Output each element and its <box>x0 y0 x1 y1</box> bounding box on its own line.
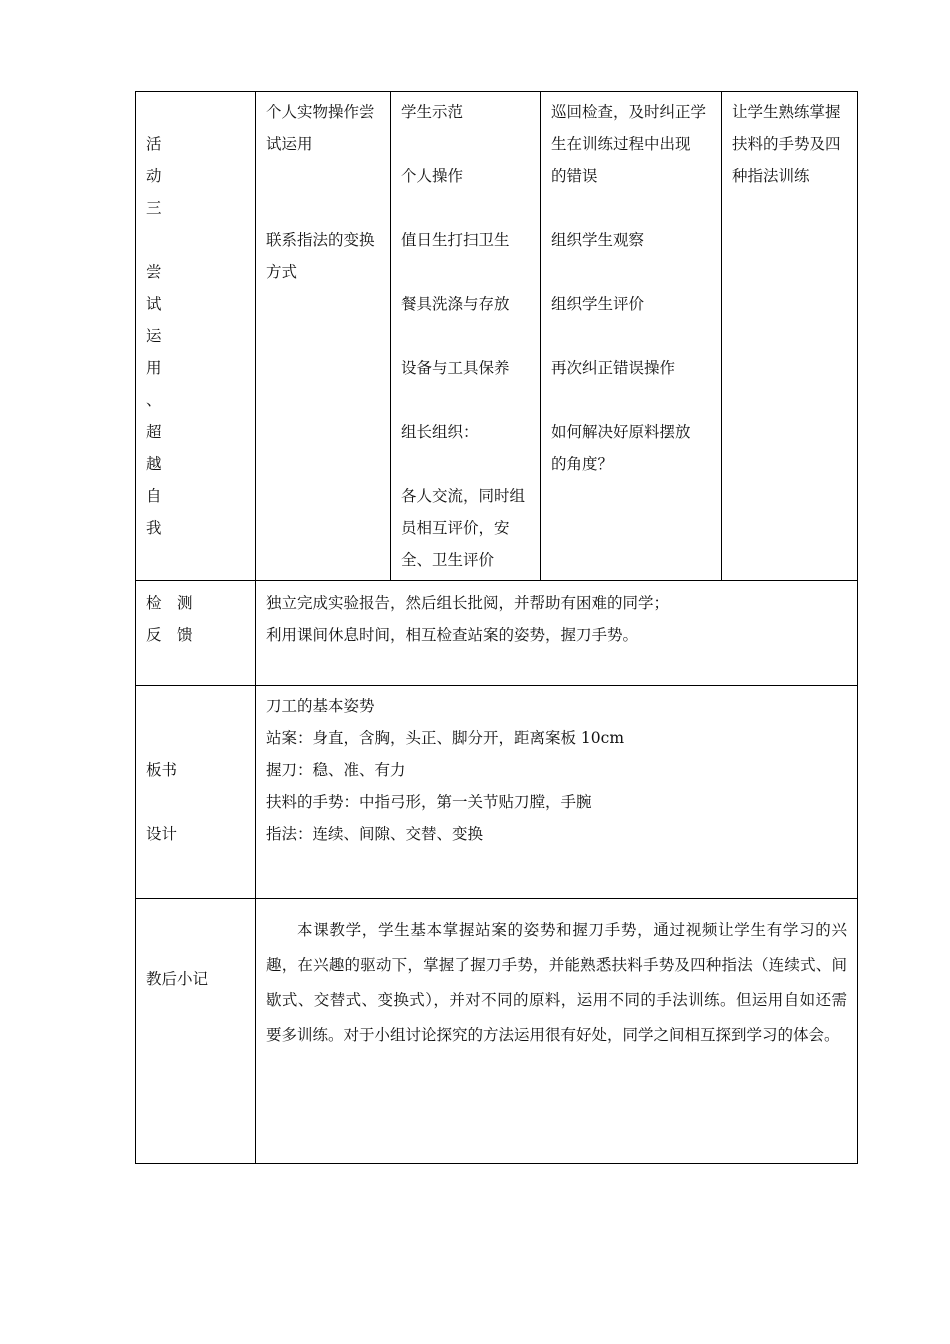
activity-label-char: 我 <box>146 519 162 537</box>
goal-line: 扶料的手势及四 <box>732 135 841 153</box>
goal-cell <box>722 92 858 581</box>
activity-content-line: 试运用 <box>266 135 313 153</box>
student-activity <box>391 92 540 580</box>
teacher-line: 的角度？ <box>551 455 614 473</box>
teaching-goal <box>722 92 857 196</box>
feedback-content <box>256 581 857 655</box>
teacher-line: 巡回检查，及时纠正学 <box>551 103 707 121</box>
feedback-label-line: 反 馈 <box>146 626 193 644</box>
student-line: 值日生打扫卫生 <box>401 231 510 249</box>
student-line: 个人操作 <box>401 167 464 185</box>
teacher-activity-cell <box>541 92 722 581</box>
activity-label-char: 动 <box>146 167 162 185</box>
activity-row <box>136 92 858 581</box>
teacher-line: 如何解决好原料摆放 <box>551 423 691 441</box>
student-line: 设备与工具保养 <box>401 359 510 377</box>
student-line: 各人交流，同时组 <box>401 487 526 505</box>
board-label <box>136 686 255 854</box>
activity-label-gap <box>146 224 247 256</box>
activity-content-cell <box>256 92 391 581</box>
post-lesson-notes-row <box>136 899 858 1164</box>
feedback-line: 独立完成实验报告，然后组长批阅，并帮助有困难的同学； <box>266 594 670 612</box>
goal-line: 种指法训练 <box>732 167 810 185</box>
teacher-line: 组织学生观察 <box>551 231 645 249</box>
student-line: 餐具洗涤与存放 <box>401 295 510 313</box>
teacher-line: 再次纠正错误操作 <box>551 359 676 377</box>
board-label-cell <box>136 686 256 899</box>
notes-label <box>136 899 255 999</box>
activity-label-char: 运 <box>146 327 162 345</box>
activity-label-char: 超 <box>146 423 162 441</box>
activity-label-char: 用 <box>146 359 162 377</box>
board-content-cell <box>256 686 858 899</box>
feedback-row <box>136 581 858 686</box>
student-activity-cell <box>391 92 541 581</box>
activity-label-char: 尝 <box>146 263 162 281</box>
activity-label-char: 自 <box>146 487 162 505</box>
teacher-line: 的错误 <box>551 167 598 185</box>
activity-label-char: 越 <box>146 455 162 473</box>
activity-label-char: 三 <box>146 199 162 217</box>
board-line: 指法：连续、间隙、交替、变换 <box>266 825 484 843</box>
activity-content-line: 个人实物操作尝 <box>266 103 375 121</box>
board-line: 扶料的手势：中指弓形，第一关节贴刀膛，手腕 <box>266 793 592 811</box>
notes-content-cell <box>256 899 858 1164</box>
board-line: 刀工的基本姿势 <box>266 697 375 715</box>
teacher-activity <box>541 92 721 484</box>
activity-content-line: 联系指法的变换 <box>266 231 375 249</box>
student-line: 全、卫生评价 <box>401 551 495 569</box>
board-line: 站案：身直，含胸，头正、脚分开，距离案板 10cm <box>266 729 625 747</box>
board-design-row <box>136 686 858 899</box>
board-content <box>256 686 857 854</box>
feedback-content-cell <box>256 581 858 686</box>
goal-line: 让学生熟练掌握 <box>732 103 841 121</box>
activity-label-char: 活 <box>146 135 162 153</box>
feedback-label-line: 检 测 <box>146 594 193 612</box>
feedback-label-cell <box>136 581 256 686</box>
teacher-line: 组织学生评价 <box>551 295 645 313</box>
activity-label-char: 、 <box>146 391 162 409</box>
lesson-plan-table <box>135 91 858 1164</box>
activity-label <box>136 92 255 548</box>
notes-label-text: 教后小记 <box>146 970 209 988</box>
teacher-line: 生在训练过程中出现 <box>551 135 691 153</box>
student-line: 员相互评价，安 <box>401 519 510 537</box>
activity-content-line: 方式 <box>266 263 298 281</box>
board-label-bottom: 设计 <box>146 825 178 843</box>
board-line: 握刀：稳、准、有力 <box>266 761 406 779</box>
board-label-top: 板书 <box>146 761 178 779</box>
activity-label-char: 试 <box>146 295 162 313</box>
notes-content: 本课教学，学生基本掌握站案的姿势和握刀手势，通过视频让学生有学习的兴趣，在兴趣的驱动下，掌握了握刀手势，并能熟悉扶料手势及四种指法（连续式、间歇式、交替式、变换式），并对不同的原料，运用不同的手法训练。但运用自如还需要多训练。对于小组讨论探究的方法运用很有好处，同学之间相互探到学习的体会。 <box>266 921 847 1044</box>
feedback-label <box>136 581 255 655</box>
feedback-line: 利用课间休息时间，相互检查站案的姿势，握刀手势。 <box>266 626 639 644</box>
notes-label-cell <box>136 899 256 1164</box>
student-line: 组长组织： <box>401 423 479 441</box>
activity-content <box>256 92 390 292</box>
student-line: 学生示范 <box>401 103 464 121</box>
activity-label-cell <box>136 92 256 581</box>
